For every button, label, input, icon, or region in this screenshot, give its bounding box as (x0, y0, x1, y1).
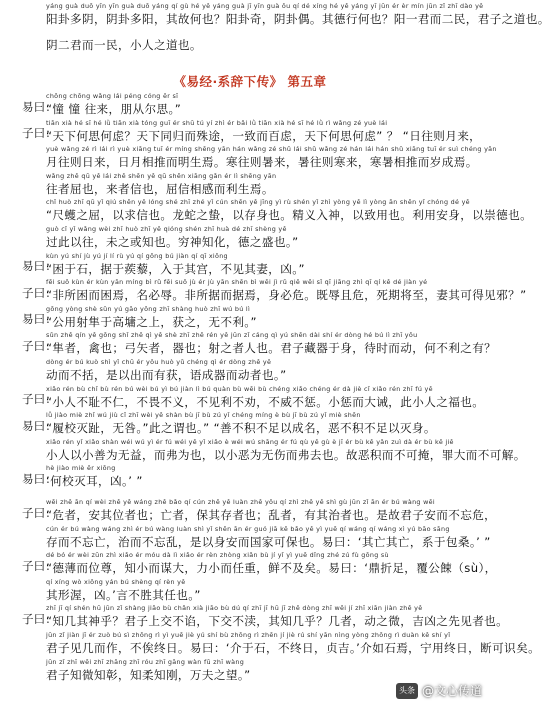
text-line (0, 278, 527, 305)
text-line (0, 198, 533, 225)
text-line (0, 225, 500, 252)
pinyin-line: fēi suǒ kùn ér kùn yān míng bì rǔ fēi suǒ jù ér jù yān shēn bì wēi jì rǔ qiě wēi sǐ qī jiāng zhì qī qí kě dé jiàn yé (46, 278, 428, 287)
speaker-label: 子曰： (22, 285, 57, 300)
hanzi-line: “天下何思何虑？天下同归而殊途，一致而百虑，天下何思何虑” ？ “日往则月来， (46, 128, 482, 143)
pinyin-line: chǐ huò zhī qū yǐ qiú shēn yě lóng shé zhī zhé yǐ cún shēn yě jīng yì rù shén yǐ zhì yòng yě lì yòng ān shēn yǐ chóng dé yě (46, 198, 470, 207)
text-line (0, 604, 509, 631)
text-line (0, 358, 500, 385)
pinyin-line: sǔn zhě qín yě gōng shǐ zhě qì yě shè zhī zhě rén yě jūn zǐ cáng qì yú shēn dài shí ér dòng hé bú lì zhī yǒu (46, 331, 418, 340)
pinyin-line: jūn zǐ jiàn jī ér zuò bú sì zhōng rì yì yuē jiè yú shí bù zhōng rì zhēn jí jiè rú shí yān nìng yòng zhōng rì duàn kě shí yǐ (46, 630, 451, 639)
text-line (0, 119, 500, 146)
watermark (396, 682, 482, 699)
text-line (0, 2, 550, 28)
pinyin-line (46, 28, 478, 37)
pinyin-line: qí xíng wò xiōng yán bú shèng qí rèn yě (46, 577, 186, 586)
pinyin-line: xiǎo rén bù chǐ bù rén bú wèi bú yì bú jiàn lì bú quàn bù wēi bù chéng xiǎo chéng ér dà jiè cǐ xiǎo rén zhī fú yě (46, 384, 433, 393)
hanzi-line: 阳卦多阴，阴卦多阳，其故何也？阳卦奇，阴卦偶。其德行何也？阳一君而二民，君子之道也。 (46, 12, 550, 26)
pinyin-line: cún ér bú wàng wáng zhì ér bú wàng luàn shì yǐ shēn ān ér guó jiā kě bǎo yě yì yuē qí wáng qí wáng xì yú bāo sāng (46, 524, 450, 533)
speaker-label: 子曰： (22, 338, 57, 353)
hanzi-line: 小人以小善为无益，而弗为也，以小恶为无伤而弗去也。故恶积而不可掩，罪大而不可解。 (46, 447, 526, 462)
pinyin-line: yáng guà duō yīn yīn guà duō yáng qí gù hé yě yáng guà jī yīn guà ǒu qí dé xíng hé yě yáng yī jūn ér èr mín jūn zǐ zhī dào yě (46, 2, 484, 10)
hanzi-line: 阴二君而一民，小人之道也。 (46, 38, 202, 52)
hanzi-line: 月往则日来，日月相推而明生焉。寒往则暑来，暑往则寒来，寒暑相推而岁成焉。 (46, 155, 478, 170)
text-line (0, 658, 500, 685)
hanzi-line: 其形渥，凶。’言不胜其任也。” (46, 587, 201, 602)
hanzi-line: “知几其神乎？君子上交不谄，下交不渎，其知几乎？几者，动之微，吉凶之先见者也。 (46, 614, 509, 629)
hanzi-line: “德薄而位尊，知小而谋大，力小而任重，鲜不及矣。易曰：‘鼎折足，覆公餗（sù）， (46, 561, 497, 576)
text-line (0, 525, 500, 552)
pinyin-line: hè jiào miè ěr xiōng (46, 464, 116, 473)
pinyin-line: guò cǐ yǐ wǎng wèi zhī huò zhī yě qióng shén zhī huà dé zhī shèng yě (46, 224, 287, 233)
pinyin-line: dòng ér bú kuò shì yǐ chū ér yǒu huò yǔ chéng qì ér dòng zhě yě (46, 357, 272, 366)
pinyin-line: wǎng zhě qū yě lái zhě shēn yě qū shēn xiāng gǎn ér lì shēng yān (46, 171, 277, 180)
text-line (0, 172, 500, 199)
text-line (0, 551, 500, 578)
hanzi-line: 君子见几而作，不俟终日。易曰：‘介于石，不终日，贞吉。’介如石焉，宁用终日，断可识矣。 (46, 640, 541, 655)
speaker-label: 易曰： (22, 418, 57, 433)
hanzi-line: “公用射隼于高墉之上，获之，无不利。” (46, 314, 257, 329)
hanzi-line: 存而不忘亡，治而不忘乱，是以身安而国家可保也。易曰：‘其亡其亡，系于包桑。’ ” (46, 534, 491, 549)
pinyin-line: jūn zǐ zhī wēi zhī zhāng zhī róu zhī gāng wàn fū zhī wàng (46, 657, 245, 666)
text-line (0, 385, 500, 412)
speaker-label: 子曰： (22, 611, 57, 626)
text-line (0, 630, 541, 658)
text-line (0, 92, 500, 119)
pinyin-line: gōng yòng shè sǔn yú gāo yōng zhī shàng huò zhī wú bú lì (46, 304, 251, 313)
hanzi-line: ‘何校灭耳，凶。’ ” (46, 474, 143, 489)
hanzi-line: “憧 憧 往来，朋从尔思。” (46, 102, 182, 116)
text-line (0, 305, 500, 332)
hanzi-line: “小人不耻不仁，不畏不义，不见利不劝，不威不惩。小惩而大诫，此小人之福也。 (46, 394, 485, 409)
text-line (0, 498, 500, 525)
text-line (0, 411, 500, 438)
speaker-label: 子曰： (22, 392, 57, 407)
pinyin-line: dé bó ér wèi zūn zhì xiǎo ér móu dà lì xiǎo ér rèn zhòng xiǎn bù jí yǐ yì yuē dǐng zhé zú fù gōng sù (46, 551, 389, 560)
pinyin-line: wēi zhě ān qí wèi zhě yě wáng zhě bǎo qí cún zhě yě luàn zhě yǒu qí zhì zhě yě shì gù jūn zǐ ān ér bú wàng wēi (46, 498, 435, 506)
hanzi-line: 往者屈也，来者信也，屈信相感而利生焉。 (46, 181, 274, 196)
section-bottom (0, 498, 541, 684)
speaker-label: 子曰： (22, 126, 57, 141)
text-line (0, 28, 500, 54)
pinyin-line: lǚ jiào miè zhǐ wú jiù cǐ zhī wèi yě shàn bù jī bù zú yǐ chéng míng è bù jī bù zú yǐ miè shēn (46, 411, 361, 420)
pinyin-line: yuè wǎng zé rì lái rì yuè xiāng tuī ér míng shēng yān hán wǎng zé shǔ lái shǔ wǎng zé hán lái hán shǔ xiāng tuī ér suì chéng yān (46, 145, 497, 154)
section-chapter-5 (0, 92, 533, 491)
speaker-label: 子曰： (22, 505, 57, 520)
hanzi-line: “尺蠖之屈，以求信也。龙蛇之蛰，以存身也。精义入神，以致用也。利用安身，以崇德也。 (46, 208, 533, 223)
text-line (0, 464, 500, 491)
pinyin-line: chōng chōng wǎng lái péng cóng ěr sī (46, 92, 179, 100)
pinyin-line: zhī jī qí shén hū jūn zǐ shàng jiāo bù chǎn xià jiāo bù dú qí zhī jī hū jī zhě dòng zhī wēi jí zhī xiān jiàn zhě yě (46, 604, 423, 613)
hanzi-line: “危者，安其位者也；亡者，保其存者也；乱者，有其治者也。是故君子安而不忘危， (46, 508, 497, 522)
hanzi-line: 过此以往，未之或知也。穷神知化，德之盛也。” (46, 234, 299, 249)
hanzi-line: “非所困而困焉，名必辱。非所据而据焉，身必危。既辱且危，死期将至，妻其可得见邪？” (46, 288, 527, 303)
toutiao-logo-icon: 头条 (396, 683, 418, 699)
hanzi-line: 君子知微知彰，知柔知刚，万夫之望。” (46, 667, 251, 682)
text-line (0, 331, 500, 358)
text-line (0, 252, 500, 279)
chapter-title: 《易经·系辞下传》 第五章 (173, 74, 327, 89)
hanzi-line: 动而不括，是以出而有获，语成器而动者也。” (46, 367, 287, 382)
pinyin-line: tiān xià hé sī hé lǜ tiān xià tóng guī ér shū tú yí zhì ér bǎi lǜ tiān xià hé sī hé lǜ rì wǎng zé yuè lái (46, 118, 388, 127)
pinyin-line: kùn yú shí jù yú jí lí rù yú qí gōng bú jiàn qí qī xiōng (46, 251, 228, 260)
text-line (0, 145, 500, 172)
hanzi-line: “困于石，据于蒺藜，入于其宫，不见其妻，凶。” (46, 261, 305, 276)
watermark-text: @文心传道 (421, 684, 482, 698)
speaker-label: 易曰： (22, 259, 57, 274)
speaker-label: 易曰： (22, 99, 57, 114)
speaker-label: 易曰： (22, 471, 57, 486)
hanzi-line: “隼者，禽也；弓矢者，器也；射之者人也。君子藏器于身，待时而动，何不利之有？ (46, 341, 497, 356)
pinyin-line: xiǎo rén yǐ xiǎo shàn wéi wú yì ér fú wéi yě yǐ xiǎo è wéi wú shāng ér fú qù yě gù è jī ér bù kě yǎn zuì dà ér bù kě jiě (46, 437, 454, 446)
speaker-label: 易曰： (22, 312, 57, 327)
hanzi-line: “履校灭趾，无咎。”此之谓也。” “善不积不足以成名，恶不积不足以灭身。 (46, 421, 436, 436)
section-top (0, 2, 550, 54)
text-line (0, 578, 500, 605)
speaker-label: 子曰： (22, 558, 57, 573)
text-line (0, 437, 526, 465)
